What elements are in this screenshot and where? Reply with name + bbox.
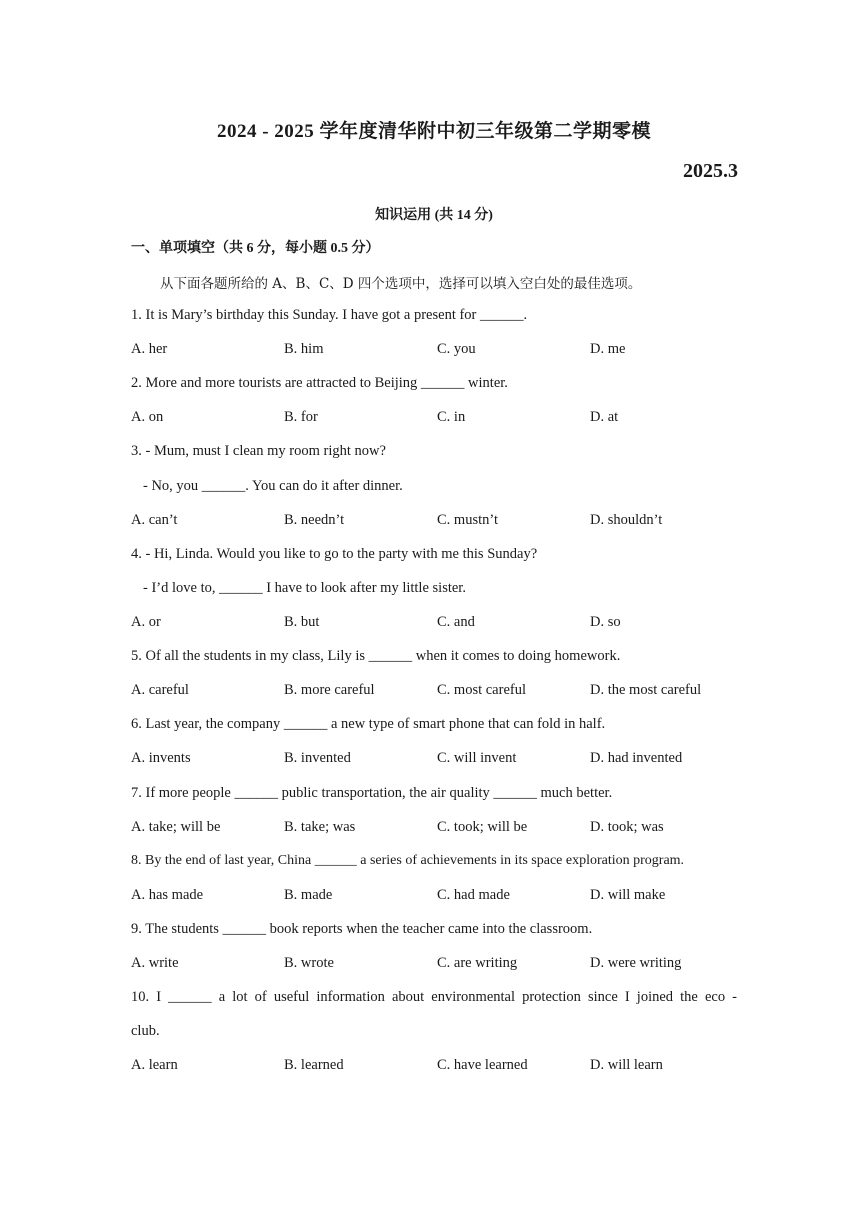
exam-title: 2024 - 2025 学年度清华附中初三年级第二学期零模	[216, 121, 652, 142]
option-c: C. and	[437, 614, 475, 630]
option-a: A. can’t	[131, 512, 178, 528]
option-d: D. at	[590, 409, 619, 425]
part-title: 一、单项填空（共 6 分，每小题 0.5 分）	[131, 241, 380, 256]
option-a: A. has made	[131, 887, 204, 903]
question-stem: 8. By the end of last year, China ______ a series of achievements in its space exploration program.	[131, 853, 685, 868]
question-stem: 7. If more people ______ public transportation, the air quality ______ much better.	[131, 785, 613, 801]
question-options	[131, 409, 831, 429]
option-d: D. were writing	[590, 955, 682, 971]
option-d: D. will make	[590, 887, 666, 903]
option-a: A. write	[131, 955, 179, 971]
option-b: B. made	[284, 887, 333, 903]
option-c: C. have learned	[437, 1057, 528, 1073]
option-c: C. will invent	[437, 750, 517, 766]
option-b: B. needn’t	[284, 512, 345, 528]
question-stem: 1. It is Mary’s birthday this Sunday. I have got a present for ______.	[131, 307, 528, 323]
question-stem-line: - I’d love to, ______ I have to look after my little sister.	[143, 580, 466, 596]
exam-date: 2025.3	[683, 160, 738, 182]
instructions: 从下面各题所给的 A、B、C、D 四个选项中，选择可以填入空白处的最佳选项。	[160, 276, 642, 292]
option-c: C. you	[437, 341, 476, 357]
question-stem: 9. The students ______ book reports when the teacher came into the classroom.	[131, 921, 593, 937]
option-b: B. but	[284, 614, 320, 630]
option-c: C. mustn’t	[437, 512, 498, 528]
option-d: D. shouldn’t	[590, 512, 663, 528]
question-stem: 4. - Hi, Linda. Would you like to go to the party with me this Sunday?	[131, 546, 538, 562]
option-d: D. had invented	[590, 750, 683, 766]
option-b: B. wrote	[284, 955, 334, 971]
option-d: D. took; was	[590, 819, 664, 835]
option-c: C. took; will be	[437, 819, 528, 835]
question-options	[131, 955, 831, 975]
option-b: B. take; was	[284, 819, 356, 835]
question-options	[131, 887, 831, 907]
option-a: A. on	[131, 409, 164, 425]
question-stem: 2. More and more tourists are attracted to Beijing ______ winter.	[131, 375, 508, 391]
option-c: C. had made	[437, 887, 510, 903]
question-options	[131, 750, 831, 770]
option-a: A. her	[131, 341, 168, 357]
option-c: C. most careful	[437, 682, 526, 698]
question-options	[131, 341, 831, 361]
option-b: B. him	[284, 341, 324, 357]
question-stem-line: club.	[131, 1023, 160, 1039]
option-b: B. more careful	[284, 682, 375, 698]
option-c: C. in	[437, 409, 466, 425]
question-options	[131, 819, 831, 839]
option-d: D. will learn	[590, 1057, 663, 1073]
question-stem: 3. - Mum, must I clean my room right now?	[131, 443, 386, 459]
question-stem: 5. Of all the students in my class, Lily is ______ when it comes to doing homework.	[131, 648, 621, 664]
option-a: A. careful	[131, 682, 189, 698]
question-stem: 6. Last year, the company ______ a new type of smart phone that can fold in half.	[131, 716, 606, 732]
question-options	[131, 614, 831, 634]
option-b: B. learned	[284, 1057, 344, 1073]
question-options	[131, 682, 831, 702]
option-a: A. learn	[131, 1057, 178, 1073]
option-a: A. or	[131, 614, 161, 630]
option-a: A. take; will be	[131, 819, 221, 835]
question-stem-line: - No, you ______. You can do it after dinner.	[143, 478, 403, 494]
option-c: C. are writing	[437, 955, 518, 971]
option-d: D. the most careful	[590, 682, 702, 698]
question-stem: 10. I ______ a lot of useful information about environmental protection since I joined the eco -	[131, 989, 737, 1005]
option-b: B. for	[284, 409, 318, 425]
option-d: D. me	[590, 341, 626, 357]
question-options	[131, 1057, 831, 1077]
option-a: A. invents	[131, 750, 191, 766]
section-title: 知识运用 (共 14 分)	[375, 208, 493, 223]
option-b: B. invented	[284, 750, 351, 766]
question-options	[131, 512, 831, 532]
option-d: D. so	[590, 614, 621, 630]
